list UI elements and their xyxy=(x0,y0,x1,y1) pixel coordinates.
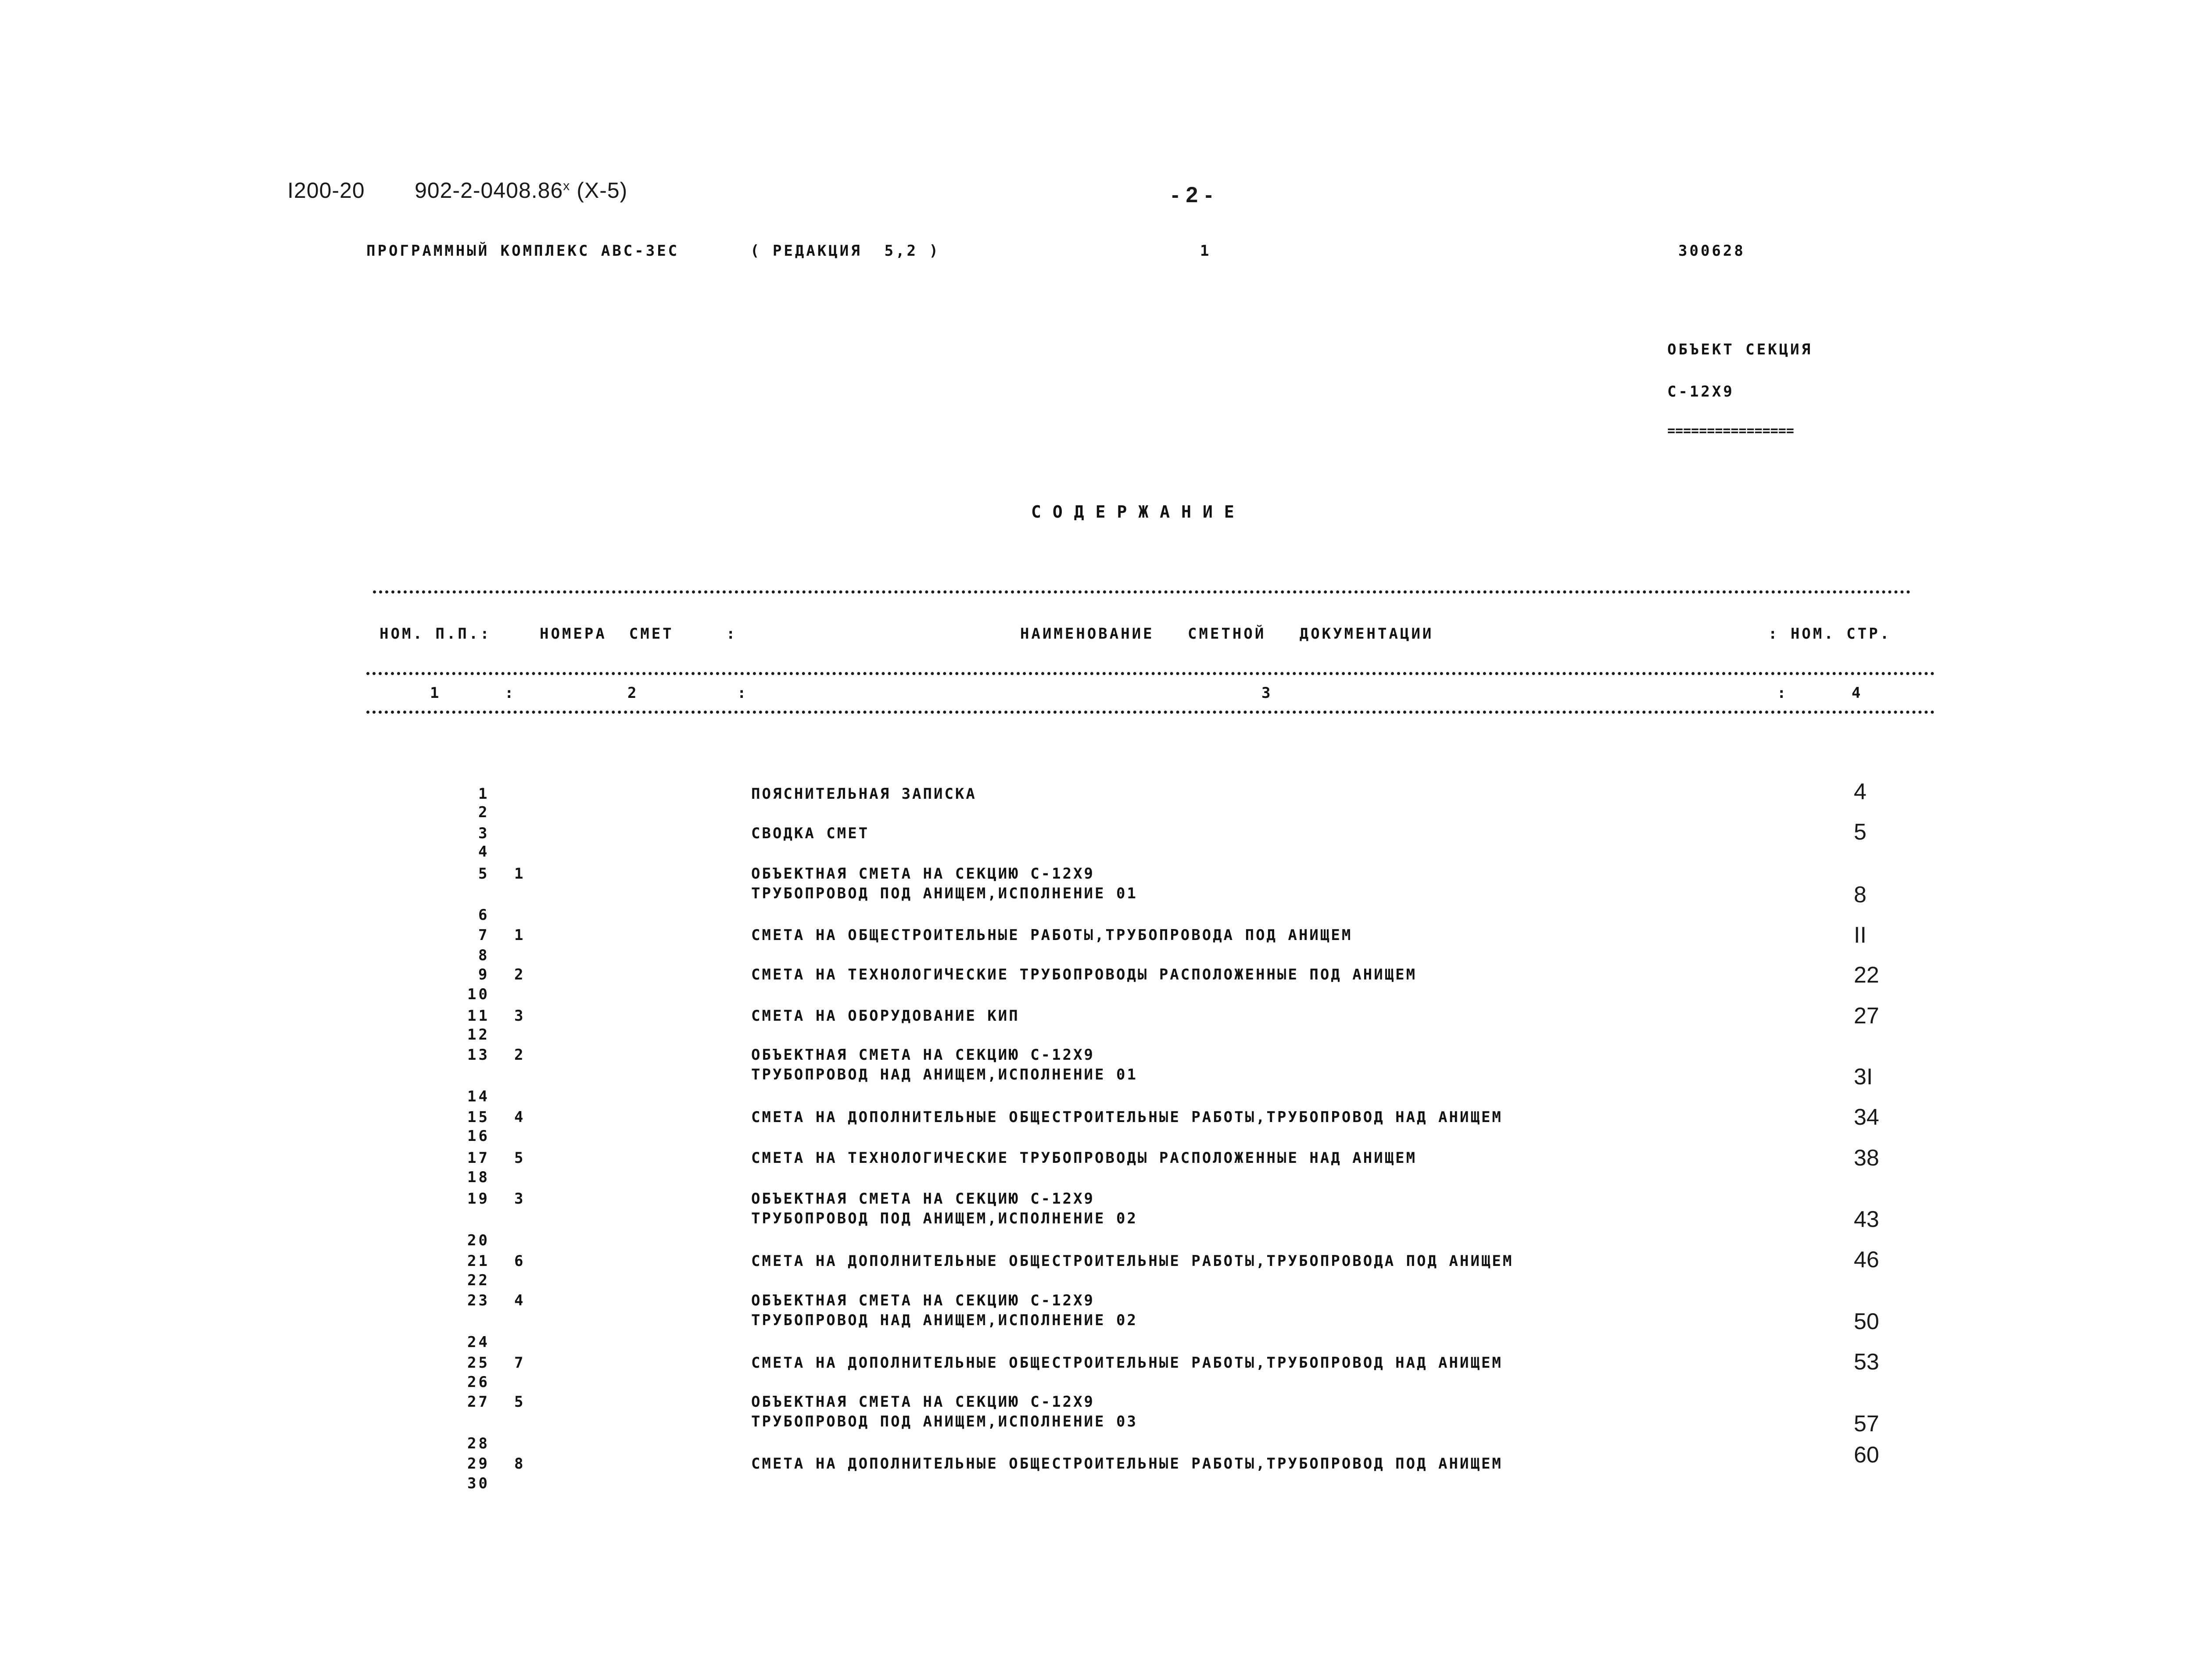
page-ref: 27 xyxy=(1854,1003,1879,1029)
estimate-number: 4 xyxy=(514,1292,526,1309)
row-number: 20 xyxy=(467,1232,490,1249)
estimate-number: 7 xyxy=(514,1354,526,1372)
sheet-number: 1 xyxy=(1200,242,1211,260)
row-number: 27 xyxy=(467,1393,490,1411)
row-title: СМЕТА НА ДОПОЛНИТЕЛЬНЫЕ ОБЩЕСТРОИТЕЛЬНЫЕ РАБОТЫ,ТРУБОПРОВОД НАД АНИЩЕМ xyxy=(751,1108,1503,1126)
page-number: - 2 - xyxy=(1172,182,1213,207)
page-ref: 50 xyxy=(1854,1309,1879,1334)
stamp-doc-sup: x xyxy=(563,179,570,193)
table-subheader-rule xyxy=(366,711,1935,714)
row-number: 21 xyxy=(467,1252,490,1270)
row-title: ОБЪЕКТНАЯ СМЕТА НА СЕКЦИЮ С-12Х9 xyxy=(751,865,1095,883)
row-number: 7 xyxy=(478,926,490,944)
stamp-document-number xyxy=(415,178,627,203)
row-title: СМЕТА НА ОБЩЕСТРОИТЕЛЬНЫЕ РАБОТЫ,ТРУБОПРОВОДА ПОД АНИЩЕМ xyxy=(751,926,1353,944)
estimate-number: 3 xyxy=(514,1190,526,1208)
estimate-number: 4 xyxy=(514,1108,526,1126)
table-header-rule xyxy=(366,672,1935,675)
header-sep-2: : xyxy=(737,684,749,702)
row-title: ПОЯСНИТЕЛЬНАЯ ЗАПИСКА xyxy=(751,785,977,803)
page-title: СОДЕРЖАНИЕ xyxy=(1031,502,1246,522)
page-ref: II xyxy=(1854,922,1867,948)
table-top-rule xyxy=(373,590,1911,593)
stamp-suffix: (X-5) xyxy=(577,178,628,203)
estimate-number: 1 xyxy=(514,926,526,944)
stamp-code: I200-20 xyxy=(287,178,365,203)
row-title: СМЕТА НА ДОПОЛНИТЕЛЬНЫЕ ОБЩЕСТРОИТЕЛЬНЫЕ РАБОТЫ,ТРУБОПРОВОД ПОД АНИЩЕМ xyxy=(751,1455,1503,1473)
row-number: 12 xyxy=(467,1026,490,1044)
row-number: 25 xyxy=(467,1354,490,1372)
row-number: 19 xyxy=(467,1190,490,1208)
row-title-line-2: ТРУБОПРОВОД ПОД АНИЩЕМ,ИСПОЛНЕНИЕ 02 xyxy=(751,1210,1138,1227)
row-title: ОБЪЕКТНАЯ СМЕТА НА СЕКЦИЮ С-12Х9 xyxy=(751,1292,1095,1309)
object-name: С-12Х9 xyxy=(1667,383,1734,400)
header-col-page: : НОМ. СТР. xyxy=(1768,625,1892,643)
page-ref: 46 xyxy=(1854,1247,1879,1273)
row-number: 5 xyxy=(478,865,490,883)
header-num-3: 3 xyxy=(1261,684,1273,702)
row-number: 29 xyxy=(467,1455,490,1473)
row-title: СВОДКА СМЕТ xyxy=(751,825,870,842)
page-ref: 43 xyxy=(1854,1207,1879,1232)
estimate-number: 2 xyxy=(514,966,526,983)
page-ref: 4 xyxy=(1854,779,1867,804)
row-number: 6 xyxy=(478,906,490,924)
row-number: 4 xyxy=(478,843,490,861)
object-underline: ================ xyxy=(1667,423,1794,439)
header-sep-3: : xyxy=(1777,684,1788,702)
row-number: 11 xyxy=(467,1007,490,1025)
row-title: ОБЪЕКТНАЯ СМЕТА НА СЕКЦИЮ С-12Х9 xyxy=(751,1046,1095,1064)
header-num-4: 4 xyxy=(1852,684,1863,702)
row-number: 2 xyxy=(478,804,490,821)
row-title: СМЕТА НА ОБОРУДОВАНИЕ КИП xyxy=(751,1007,1020,1025)
row-number: 26 xyxy=(467,1373,490,1391)
header-num-2: 2 xyxy=(627,684,639,702)
object-label: ОБЪЕКТ СЕКЦИЯ xyxy=(1667,341,1813,358)
header-col-separator: : xyxy=(726,625,738,643)
estimate-number: 5 xyxy=(514,1393,526,1411)
page-ref: 22 xyxy=(1854,962,1879,988)
row-number: 28 xyxy=(467,1435,490,1452)
row-title: СМЕТА НА ДОПОЛНИТЕЛЬНЫЕ ОБЩЕСТРОИТЕЛЬНЫЕ РАБОТЫ,ТРУБОПРОВОД НАД АНИЩЕМ xyxy=(751,1354,1503,1372)
estimate-number: 1 xyxy=(514,865,526,883)
row-number: 8 xyxy=(478,947,490,964)
row-number: 9 xyxy=(478,966,490,983)
page-ref: 8 xyxy=(1854,882,1867,908)
page-ref: 53 xyxy=(1854,1349,1879,1375)
page-ref: 38 xyxy=(1854,1145,1879,1171)
row-title: ОБЪЕКТНАЯ СМЕТА НА СЕКЦИЮ С-12Х9 xyxy=(751,1190,1095,1208)
row-number: 10 xyxy=(467,986,490,1003)
page-ref: 5 xyxy=(1854,819,1867,845)
header-col-number: НОМ. П.П.: xyxy=(380,625,491,643)
row-number: 18 xyxy=(467,1169,490,1186)
row-title: СМЕТА НА ТЕХНОЛОГИЧЕСКИЕ ТРУБОПРОВОДЫ РАСПОЛОЖЕННЫЕ НАД АНИЩЕМ xyxy=(751,1149,1417,1167)
estimate-number: 2 xyxy=(514,1046,526,1064)
page-ref: 3I xyxy=(1854,1064,1873,1090)
row-number: 15 xyxy=(467,1108,490,1126)
row-title: ОБЪЕКТНАЯ СМЕТА НА СЕКЦИЮ С-12Х9 xyxy=(751,1393,1095,1411)
row-number: 17 xyxy=(467,1149,490,1167)
page-ref: 57 xyxy=(1854,1411,1879,1437)
row-number: 1 xyxy=(478,785,490,803)
header-col-estimates: НОМЕРА СМЕТ xyxy=(540,625,674,643)
row-title-line-2: ТРУБОПРОВОД НАД АНИЩЕМ,ИСПОЛНЕНИЕ 02 xyxy=(751,1312,1138,1329)
program-edition: ( РЕДАКЦИЯ 5,2 ) xyxy=(750,242,940,260)
page-ref: 34 xyxy=(1854,1105,1879,1130)
row-number: 14 xyxy=(467,1088,490,1105)
row-number: 3 xyxy=(478,825,490,842)
row-title: СМЕТА НА ТЕХНОЛОГИЧЕСКИЕ ТРУБОПРОВОДЫ РАСПОЛОЖЕННЫЕ ПОД АНИЩЕМ xyxy=(751,966,1417,983)
estimate-number: 5 xyxy=(514,1149,526,1167)
stamp-doc: 902-2-0408.86 xyxy=(415,178,563,203)
row-title: СМЕТА НА ДОПОЛНИТЕЛЬНЫЕ ОБЩЕСТРОИТЕЛЬНЫЕ РАБОТЫ,ТРУБОПРОВОДА ПОД АНИЩЕМ xyxy=(751,1252,1514,1270)
estimate-number: 3 xyxy=(514,1007,526,1025)
header-sep-1: : xyxy=(505,684,516,702)
estimate-number: 8 xyxy=(514,1455,526,1473)
row-title-line-2: ТРУБОПРОВОД ПОД АНИЩЕМ,ИСПОЛНЕНИЕ 03 xyxy=(751,1413,1138,1430)
header-num-1: 1 xyxy=(430,684,441,702)
row-number: 30 xyxy=(467,1475,490,1492)
page-ref: 60 xyxy=(1854,1442,1879,1468)
row-number: 23 xyxy=(467,1292,490,1309)
header-col-title: НАИМЕНОВАНИЕ СМЕТНОЙ ДОКУМЕНТАЦИИ xyxy=(1020,625,1434,643)
program-name: ПРОГРАММНЫЙ КОМПЛЕКС АВС-ЗЕС xyxy=(366,242,680,260)
program-code: 300628 xyxy=(1678,242,1745,260)
row-title-line-2: ТРУБОПРОВОД ПОД АНИЩЕМ,ИСПОЛНЕНИЕ 01 xyxy=(751,885,1138,902)
row-number: 16 xyxy=(467,1127,490,1145)
row-number: 22 xyxy=(467,1272,490,1289)
estimate-number: 6 xyxy=(514,1252,526,1270)
row-number: 13 xyxy=(467,1046,490,1064)
row-title-line-2: ТРУБОПРОВОД НАД АНИЩЕМ,ИСПОЛНЕНИЕ 01 xyxy=(751,1066,1138,1083)
row-number: 24 xyxy=(467,1333,490,1351)
